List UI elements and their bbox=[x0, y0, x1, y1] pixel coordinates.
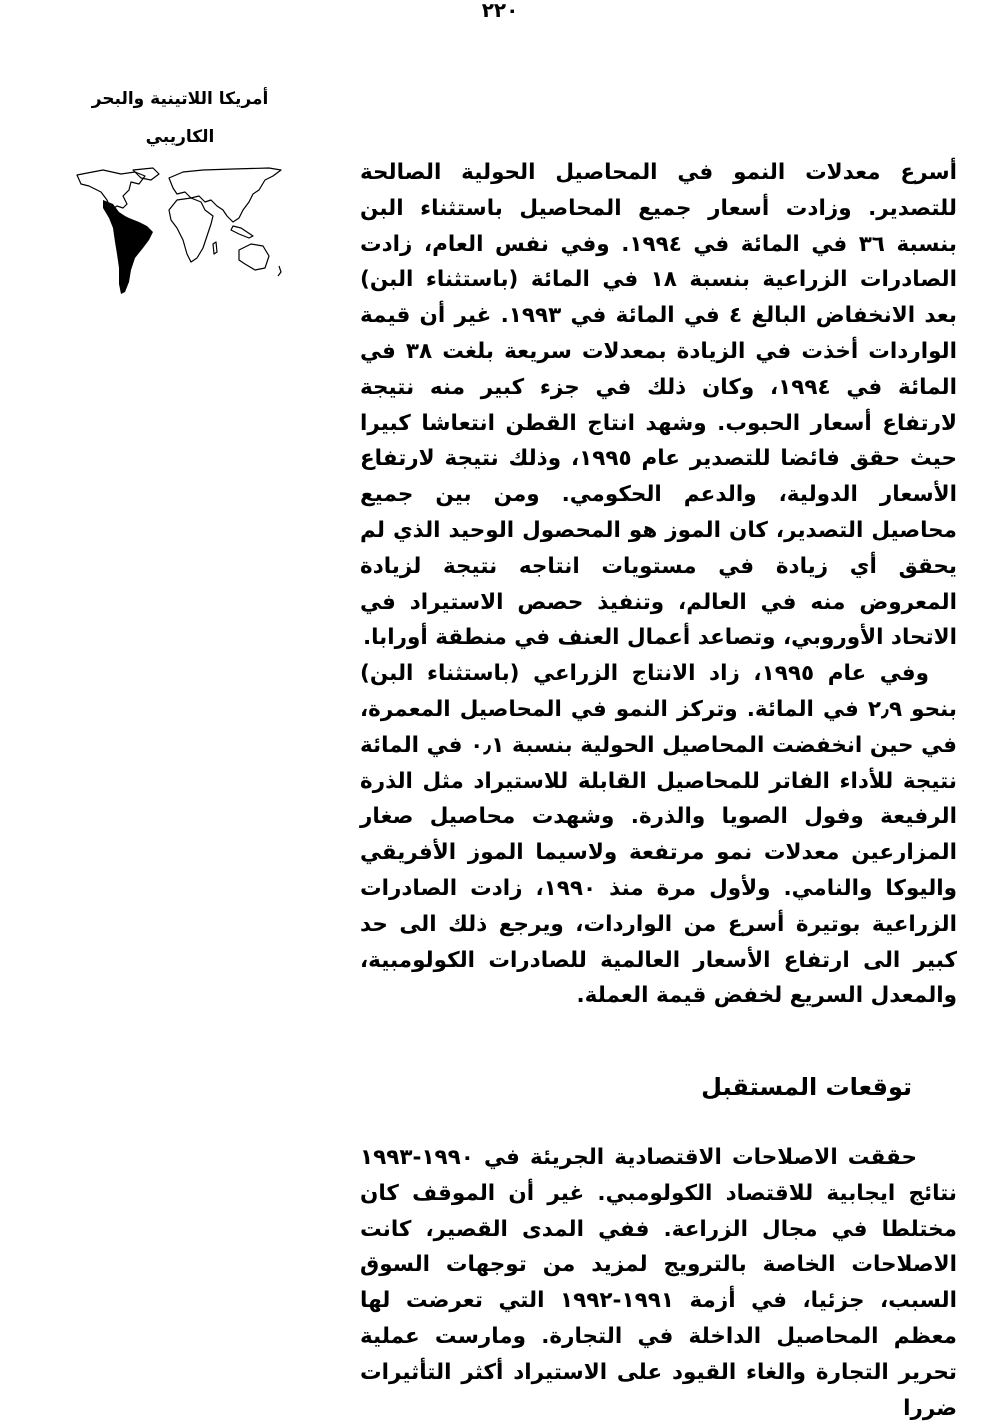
body-paragraph: أسرع معدلات النمو في المحاصيل الحولية الصالحة للتصدير. وزادت أسعار جميع المحاصيل باستثناء البن بنسبة ٣٦ في المائة في ١٩٩٤. وفي نفس العام، زادت الصادرات الزراعية بنسبة ١٨ في المائة (باستثناء البن) بعد الانخفاض البالغ ٤ في المائة في ١٩٩٣. غير أن قيمة الواردات أخذت في الزيادة بمعدلات سريعة بلغت ٣٨ في المائة في ١٩٩٤، وكان ذلك في جزء كبير منه نتيجة لارتفاع أسعار الحبوب. وشهد انتاج القطن انتعاشا كبيرا حيث حقق فائضا للتصدير عام ١٩٩٥، وذلك نتيجة لارتفاع الأسعار الدولية، والدعم الحكومي. ومن بين جميع محاصيل التصدير، كان الموز هو المحصول الوحيد الذي لم يحقق أي زيادة في مستويات انتاجه نتيجة لزيادة المعروض منه في العالم، وتنفيذ حصص الاستيراد في الاتحاد الأوروبي، وتصاعد أعمال العنف في منطقة أورابا. bbox=[360, 160, 958, 651]
region-title-line2: الكاريبي bbox=[145, 127, 215, 147]
main-body-text bbox=[360, 155, 957, 1014]
greenland-outline bbox=[133, 168, 159, 180]
region-sidebar bbox=[70, 80, 290, 301]
page-number: ٢٢٠ bbox=[481, 0, 519, 22]
se-asia-islands-outline bbox=[231, 226, 253, 238]
australia-outline bbox=[239, 244, 269, 270]
region-title-line1: أمريكا اللاتينية والبحر bbox=[91, 89, 269, 109]
section-heading: توقعات المستقبل bbox=[701, 1073, 912, 1101]
madagascar-outline bbox=[213, 242, 217, 254]
latin-america-highlight bbox=[103, 200, 153, 294]
section-paragraph: حققت الاصلاحات الاقتصادية الجريئة في ١٩٩٠-١٩٩٣ نتائج ايجابية للاقتصاد الكولومبي. غير أن الموقف كان مختلطا في مجال الزراعة. ففي المدى القصير، كانت الاصلاحات الخاصة بالترويج لمزيد من توجهات السوق السبب، جزئيا، في أزمة ١٩٩١-١٩٩٢ التي تعرضت لها معظم المحاصيل الداخلة في التجارة. ومارست عملية تحرير التجارة والغاء القيود على الاستيراد أكثر التأثيرات ضررا bbox=[360, 1145, 957, 1421]
africa-outline bbox=[169, 198, 213, 262]
body-paragraph: وفي عام ١٩٩٥، زاد الانتاج الزراعي (باستثناء البن) بنحو ٢٫٩ في المائة. وتركز النمو في المحاصيل المعمرة، في حين انخفضت المحاصيل الحولية بنسبة ٠٫١ في المائة نتيجة للأداء الفاتر للمحاصيل القابلة للاستيراد مثل الذرة الرفيعة وفول الصويا والذرة. وشهدت محاصيل صغار المزارعين معدلات نمو مرتفعة ولاسيما الموز الأفريقي واليوكا والنامي. ولأول مرة منذ ١٩٩٠، زادت الصادرات الزراعية بوتيرة أسرع من الواردات، ويرجع ذلك الى حد كبير الى ارتفاع الأسعار العالمية للصادرات الكولومبية، والمعدل السريع لخفض قيمة العملة. bbox=[360, 661, 958, 1009]
world-map-icon bbox=[73, 166, 287, 301]
eurasia-outline bbox=[169, 168, 281, 222]
new-zealand-outline bbox=[278, 266, 281, 276]
section-body-text bbox=[360, 1140, 957, 1426]
